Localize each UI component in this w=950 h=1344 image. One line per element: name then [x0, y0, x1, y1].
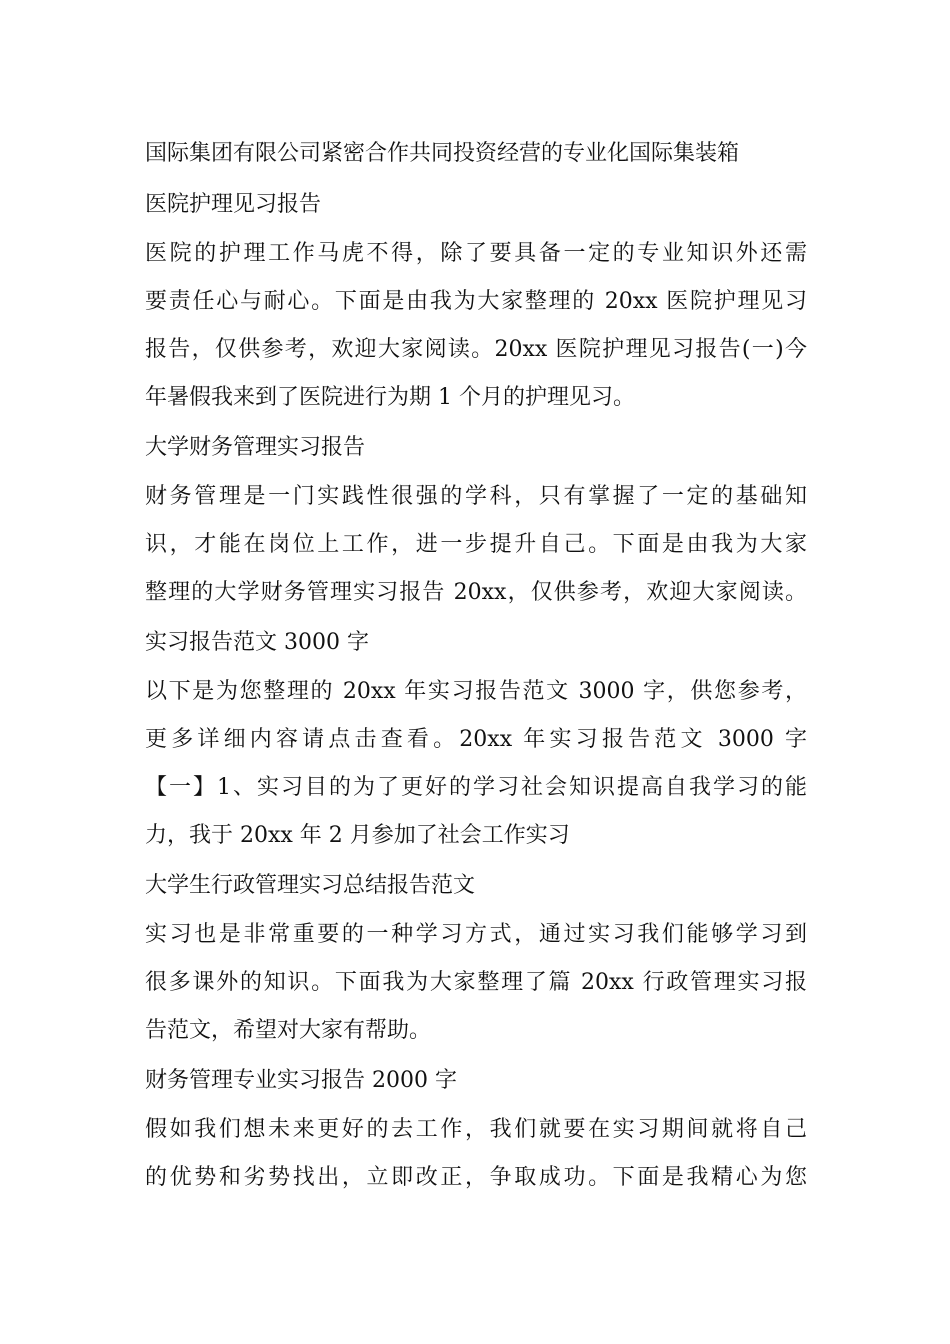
- paragraph-line: 识，才能在岗位上工作，进一步提升自己。下面是由我为大家: [145, 532, 807, 557]
- section-heading: 大学生行政管理实习总结报告范文: [145, 873, 476, 898]
- paragraph-line: 以下是为您整理的 20xx 年实习报告范文 3000 字，供您参考，: [145, 679, 807, 704]
- paragraph-line: 报告，仅供参考，欢迎大家阅读。20xx 医院护理见习报告(一)今: [145, 337, 807, 362]
- section-heading: 大学财务管理实习报告: [145, 435, 366, 460]
- paragraph-line: 告范文，希望对大家有帮助。: [145, 1018, 432, 1043]
- paragraph-line: 实习也是非常重要的一种学习方式，通过实习我们能够学习到: [145, 922, 807, 947]
- paragraph-line: 医院的护理工作马虎不得，除了要具备一定的专业知识外还需: [145, 241, 807, 266]
- section-heading: 财务管理专业实习报告 2000 字: [145, 1068, 457, 1093]
- intro-line: 国际集团有限公司紧密合作共同投资经营的专业化国际集装箱: [145, 141, 740, 166]
- paragraph-line: 很多课外的知识。下面我为大家整理了篇 20xx 行政管理实习报: [145, 970, 807, 995]
- paragraph-line: 要责任心与耐心。下面是由我为大家整理的 20xx 医院护理见习: [145, 289, 807, 314]
- paragraph-line: 年暑假我来到了医院进行为期 1 个月的护理见习。: [145, 385, 635, 410]
- paragraph-line: 力，我于 20xx 年 2 月参加了社会工作实习: [145, 823, 570, 848]
- paragraph-line: 财务管理是一门实践性很强的学科，只有掌握了一定的基础知: [145, 484, 807, 509]
- paragraph-line: 的优势和劣势找出，立即改正，争取成功。下面是我精心为您: [145, 1165, 807, 1190]
- paragraph-line: 【一】1、实习目的为了更好的学习社会知识提高自我学习的能: [145, 775, 807, 800]
- section-heading: 实习报告范文 3000 字: [145, 630, 369, 655]
- section-heading: 医院护理见习报告: [145, 192, 322, 217]
- paragraph-line: 整理的大学财务管理实习报告 20xx，仅供参考，欢迎大家阅读。: [145, 580, 807, 605]
- paragraph-line: 假如我们想未来更好的去工作，我们就要在实习期间就将自己: [145, 1117, 807, 1142]
- document-page: [145, 128, 807, 1202]
- paragraph-line: 更多详细内容请点击查看。20xx 年实习报告范文 3000 字: [145, 727, 807, 752]
